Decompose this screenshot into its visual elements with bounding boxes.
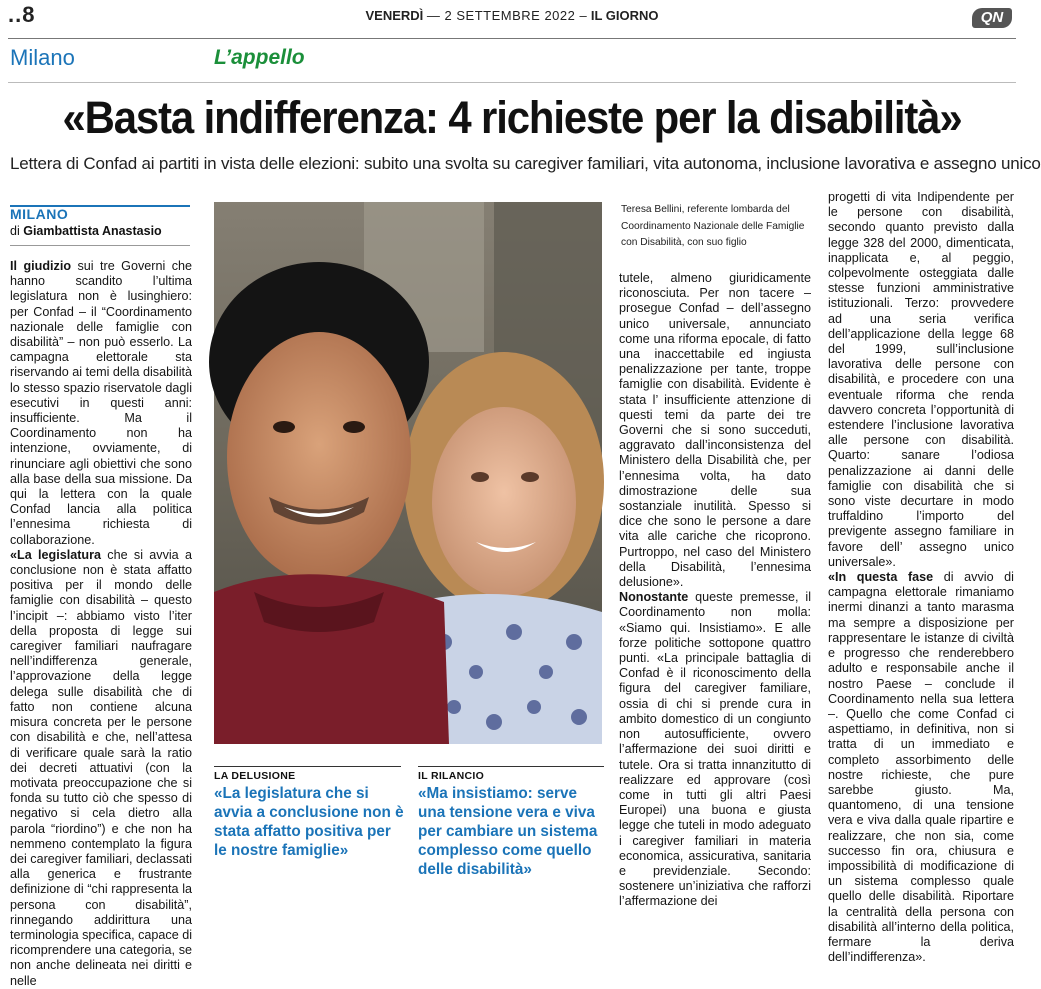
paragraph: [619, 590, 811, 909]
article-column-1: [10, 259, 193, 988]
paragraph-text: di avvio di campagna elettorale rimaniamo inermi dinanzi a tanto marasma ma sempre a disposizione per rappresentare le istanze di civiltà e progresso che renderebbero adulto e responsabile anche il nostro Paese – conclude il Coordinamento nella sua lettera –. Quello che come Confad ci aspettiamo, in definitiva, non si tratta di un immediato e completo assorbimento delle nostre richieste, che pure sarebbe giusto. Ma, quantomeno, di una tensione vera e viva dalla quale ripartire e realizzare, che non sia, come successo fin ora, chiusura e impossibilità di modificazione di un sistema complesso quale quello delle disabilità. Riportare la centralità della persona con disabilità all’interno della politica, fermare la deriva dell’indifferenza».: [828, 570, 1014, 965]
pullquote-rule-2: [418, 766, 604, 767]
paragraph-text: sui tre Governi che hanno scandito l’ultima legislatura non è lusinghiero: per Confad – il “Coordinamento nazionale delle famiglie con disabilità” – non può esserlo. La campagna elettorale sta riservando ai temi della disabilità lo stesso spazio riservatole dagli esecutivi in questi anni: insufficiente. Ma il Coordinamento non ha intenzione, ovviamente, di rinunciare agli obiettivi che sono alla base della sua missione. Da qui la lettera con la quale Confad lancia alla politica l’ennesima richiesta di collaborazione.: [10, 259, 193, 547]
dateline: [0, 8, 1024, 23]
lead-in: «In questa fase: [828, 570, 934, 585]
lead-in: Il giudizio: [10, 259, 72, 273]
byline-bottom-rule: [10, 245, 190, 246]
newspaper-name: IL GIORNO: [590, 8, 659, 23]
pullquote-label-1: LA DELUSIONE: [214, 770, 296, 782]
paragraph-text: tutele, almeno giuridicamente riconosciuta. Per non tacere – prosegue Confad – dell’assegno unico universale, annunciato come una riforma epocale, di fatto una inaccettabile ed ingiusta penalizzazione per tante, troppe famiglie con disabilità. Evidente è stata l’ insufficiente attenzione di questi temi da parte dei tre Governi che si sono succeduti, aggravato dall’inconsistenza del Ministero della Disabilità che, per l’ennesima volta, ha dato dimostrazione delle sua sostanziale inutilità. Spesso si dice che sono le persone a dare vita alle cariche che ricoprono. Purtroppo, nel caso del Ministero della Disabilità, l’ennesima delusione».: [619, 271, 811, 590]
byline-prefix: di: [10, 224, 20, 238]
paragraph: [828, 190, 1014, 570]
article-column-4: [828, 190, 1014, 965]
issue-date: — 2 SETTEMBRE 2022 –: [426, 8, 588, 23]
section-title: Milano: [10, 45, 75, 70]
photo-caption: Teresa Bellini, referente lombarda del Coordinamento Nazionale delle Famiglie con Disabilità, con suo figlio: [621, 204, 805, 248]
paragraph-text: che si avvia a conclusione non è stata affatto positiva per il mondo delle famiglie con disabilità – questo l’incipit –: abbiamo visto l’iter della proposta di legge sui caregiver familiari naufragare nell’indifferenza generale, l’approvazione della legge delega sulle disabilità che di fatto non contiene alcuna misura concreta per le persone con disabilità e che, nell’attesa di verificare quale sarà la ratio dei decreti attuativi (con la motivata preoccupazione che si fonda su tutto ciò che spesso di negativo si cela dietro alla parola “riordino”) e che non ha nemmeno contemplato la figura dei caregiver familiari, declassati alla generica e frustrante definizione di “chi rappresenta la persona con disabilità”, rinnegando addirittura una terminologia specifica, capace di ricomprendere una categoria, se non anche delineata nei diritti e nelle: [10, 547, 193, 988]
pullquote-text-2: «Ma insistiamo: serve una tensione vera e viva per cambiare un sistema complesso come quello delle disabilità»: [418, 785, 598, 878]
lead-in: Nonostante: [619, 590, 689, 605]
dateline-city: MILANO: [10, 206, 69, 222]
photo-illustration: [214, 202, 602, 744]
article-photo: [214, 202, 602, 744]
lead-in: «La legislatura: [10, 547, 101, 562]
paragraph-text: progetti di vita Indipendente per le persone con disabilità, secondo quanto previsto dalla legge 328 del 2000, dimenticata, inapplicata e, al peggio, colpevolmente osteggiata dalle stesse funzioni amministrative istituzionali. Terzo: provvedere ad una seria verifica dell’applicazione della legge 68 del 1999, sull’inclusione lavorativa delle persone con disabilità, e procedere con una eventuale riforma che renda davvero concreta l’opportunità di estendere l’inclusione lavorativa alle persone con disabilità. Quarto: sanare l’odiosa penalizzazione ai danni delle famiglie con disabilità che si sono viste decurtare in modo truffaldino l’importo del previgente assegno familiare in favore dell’ assegno unico universale».: [828, 190, 1014, 569]
page-number: ..8: [8, 2, 36, 27]
paragraph: [828, 570, 1014, 965]
section-divider: [8, 82, 1016, 83]
headline: «Basta indifferenza: 4 richieste per la disabilità»: [62, 92, 962, 143]
byline: [10, 224, 162, 238]
qn-logo: QN: [972, 8, 1012, 28]
paragraph-text: queste premesse, il Coordinamento non molla: «Siamo qui. Insistiamo». E alle forze politiche sottopone quattro punti. «La principale battaglia di Confad è il riconoscimento della figura del caregiver familiare, ossia di chi si prende cura in ambito domestico di un congiunto non autosufficiente, ovvero l’affermazione dei suoi diritti e tutele. Ora si tratta innanzitutto di realizzare ed approvare (così come in tutti gli altri Paesi Europei) una buona e giusta legge che tuteli in modo adeguato i caregiver familiari in materia economica, assicurativa, sanitaria e previdenziale. Secondo: sostenere un’iniziativa che rafforzi l’affermazione dei: [619, 590, 811, 909]
pullquote-label-2: IL RILANCIO: [418, 770, 485, 782]
pullquote-rule-1: [214, 766, 401, 767]
header-divider: [8, 38, 1016, 39]
paragraph: [10, 548, 192, 989]
paragraph: [619, 271, 811, 590]
weekday: VENERDÌ: [365, 8, 424, 23]
article-column-3: [619, 271, 811, 911]
paragraph: [10, 259, 192, 548]
pullquote-text-1: «La legislatura che si avvia a conclusione non è stata affatto positiva per le nostre famiglie»: [214, 785, 404, 859]
subheadline: Lettera di Confad ai partiti in vista delle elezioni: subito una svolta su caregiver familiari, vita autonoma, inclusione lavorativa e assegno unico: [10, 154, 1041, 173]
rubric-label: L’appello: [214, 46, 305, 69]
byline-author: Giambattista Anastasio: [23, 224, 162, 238]
